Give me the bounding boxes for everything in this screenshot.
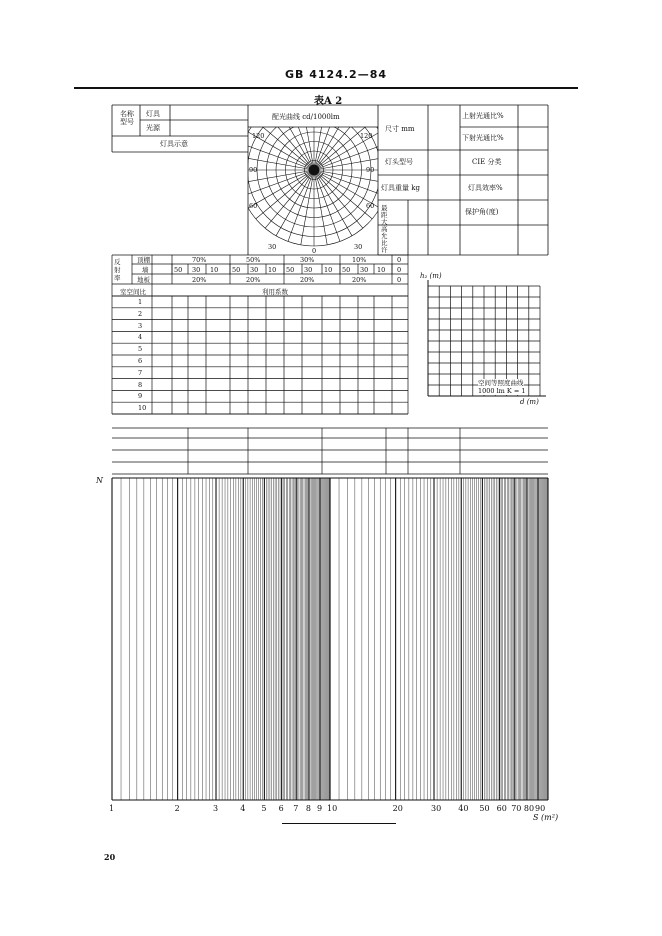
wall-value: 10: [210, 266, 219, 274]
wall-value: 10: [324, 266, 333, 274]
x-tick-80: 80: [523, 804, 535, 813]
footer-short-rule: [282, 823, 396, 824]
floor-value: 20%: [300, 276, 315, 284]
x-tick-90: 90: [535, 804, 546, 813]
room-ratio-4: 4: [138, 333, 143, 342]
ceiling-value: 50%: [246, 256, 261, 264]
x-tick-70: 70: [511, 804, 522, 813]
lamp-diagram-label: 灯具示意: [160, 140, 188, 148]
x-tick-4: 4: [240, 804, 246, 813]
ceiling-value: 30%: [300, 256, 315, 264]
wall-value: 50: [232, 266, 241, 274]
cie-class-label: CIE 分类: [472, 158, 502, 166]
room-ratio-2: 2: [138, 309, 143, 318]
isoilluminance-y-label: h₂ (m): [420, 272, 442, 280]
x-tick-2: 2: [174, 804, 180, 813]
lamp-cap-type-label: 灯头型号: [385, 158, 413, 166]
polar-label-30-left: 30: [268, 243, 277, 251]
wall-value: 50: [342, 266, 351, 274]
ceiling-value: 10%: [352, 256, 367, 264]
ceiling-label: 顶棚: [137, 256, 150, 264]
room-ratio-9: 9: [138, 392, 143, 401]
x-tick-10: 10: [327, 804, 338, 813]
light-source-label: 光源: [146, 124, 160, 132]
wall-value: 10: [268, 266, 277, 274]
lamp-weight-label: 灯具重量 kg: [381, 184, 420, 192]
polar-label-30-right: 30: [354, 243, 363, 251]
x-tick-30: 30: [431, 804, 442, 813]
polar-label-120-left: 120: [252, 132, 265, 140]
room-ratio-10: 10: [138, 404, 147, 413]
standard-number: GB 4124.2—84: [285, 68, 387, 81]
polar-label-120-right: 120: [360, 132, 373, 140]
x-tick-50: 50: [479, 804, 490, 813]
chart-x-label: S (m²): [533, 813, 559, 822]
wall-value: 30: [360, 266, 369, 274]
wall-value: 50: [286, 266, 295, 274]
room-ratio-3: 3: [138, 321, 143, 330]
isoilluminance-caption-1: 空间等照度曲线: [478, 379, 524, 387]
ceiling-value: 70%: [192, 256, 207, 264]
wall-value: 30: [304, 266, 313, 274]
isoilluminance-caption-2: 1000 lm K = 1: [478, 387, 526, 395]
lamp-label: 灯具: [146, 110, 160, 118]
x-tick-3: 3: [213, 804, 219, 813]
room-ratio-label: 室空间比: [120, 288, 146, 296]
floor-value: 20%: [192, 276, 207, 284]
x-tick-5: 5: [261, 804, 267, 813]
ceiling-value: 0: [397, 256, 402, 264]
wall-value: 30: [250, 266, 259, 274]
wall-value: 30: [192, 266, 201, 274]
downward-flux-ratio-label: 下射光通比%: [462, 134, 504, 142]
chart-y-label: N: [96, 476, 103, 485]
wall-value: 0: [397, 266, 402, 274]
room-ratio-1: 1: [138, 298, 143, 306]
size-label: 尺寸 mm: [385, 125, 415, 133]
room-ratio-6: 6: [138, 357, 143, 365]
wall-value: 50: [174, 266, 183, 274]
shielding-angle-label: 保护角(度): [465, 208, 499, 216]
wall-value: 10: [377, 266, 386, 274]
polar-label-60-right: 60: [366, 202, 375, 210]
wall-label: 墙: [142, 266, 149, 274]
floor-value: 20%: [352, 276, 367, 284]
polar-label-90-left: 90: [249, 166, 258, 174]
x-tick-6: 6: [278, 804, 284, 813]
floor-value: 20%: [246, 276, 261, 284]
max-spacing-height-ratio-label: 最 距 大 高 允 比 许: [381, 204, 388, 254]
x-tick-9: 9: [317, 804, 323, 813]
room-ratio-8: 8: [138, 380, 143, 389]
x-tick-8: 8: [305, 804, 311, 813]
reflectance-label: 反 射 率: [114, 258, 121, 282]
isoilluminance-x-label: d (m): [520, 398, 539, 406]
floor-label: 地板: [137, 276, 150, 284]
utilization-label: 利用系数: [262, 288, 288, 296]
x-tick-20: 20: [392, 804, 403, 813]
x-tick-40: 40: [458, 804, 469, 813]
polar-label-0: 0: [312, 247, 317, 255]
x-tick-1: 1: [109, 804, 115, 813]
x-tick-60: 60: [496, 804, 507, 813]
page-number: 20: [104, 852, 116, 862]
upward-flux-ratio-label: 上射光通比%: [462, 112, 504, 120]
polar-label-90-right: 90: [366, 166, 375, 174]
table-title: 表A 2: [314, 96, 343, 107]
floor-value: 0: [397, 276, 402, 284]
distribution-curve-label: 配光曲线 cd/1000lm: [272, 113, 340, 121]
room-ratio-5: 5: [138, 345, 143, 354]
room-ratio-7: 7: [138, 368, 143, 377]
name-model-label: 名称 型号: [120, 110, 134, 126]
efficiency-label: 灯具效率%: [468, 184, 503, 192]
polar-label-60-left: 60: [249, 202, 258, 210]
x-tick-7: 7: [293, 804, 299, 813]
